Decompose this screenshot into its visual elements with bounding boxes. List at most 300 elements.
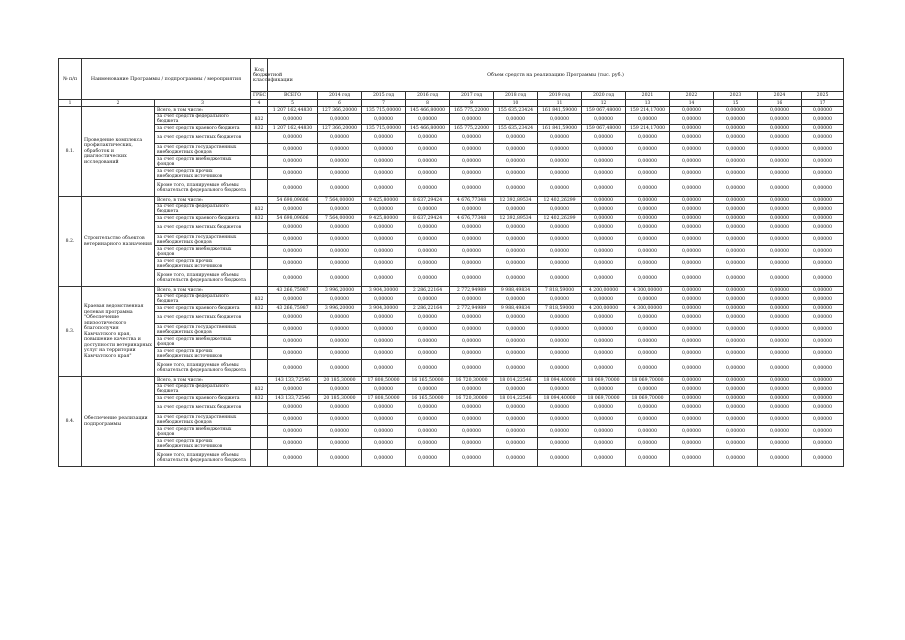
year-value-cell: 0,00000 bbox=[494, 438, 538, 450]
year-value-cell: 0,00000 bbox=[582, 180, 626, 197]
year-value-cell: 0,00000 bbox=[802, 450, 844, 467]
total-value-cell: 0,00000 bbox=[268, 156, 318, 168]
year-value-cell: 165 775,22000 bbox=[450, 125, 494, 132]
year-value-cell: 18 069,70000 bbox=[626, 395, 670, 402]
year-value-cell: 0,00000 bbox=[538, 348, 582, 360]
year-value-cell: 0,00000 bbox=[538, 204, 582, 215]
table-row bbox=[59, 156, 844, 168]
grbs-code: 832 bbox=[251, 384, 268, 395]
grbs-code bbox=[251, 402, 268, 414]
column-number: 15 bbox=[714, 100, 758, 107]
year-value-cell: 0,00000 bbox=[318, 294, 362, 305]
column-number: 6 bbox=[318, 100, 362, 107]
year-value-cell: 18 069,70000 bbox=[582, 395, 626, 402]
year-value-cell: 0,00000 bbox=[714, 294, 758, 305]
year-value-cell: 0,00000 bbox=[802, 180, 844, 197]
year-value-cell: 17 808,50000 bbox=[362, 395, 406, 402]
year-value-cell: 0,00000 bbox=[758, 438, 802, 450]
funding-source-label: за счет средств государственных внебюджетных фондов bbox=[155, 144, 251, 156]
year-value-cell: 0,00000 bbox=[626, 234, 670, 246]
year-value-cell: 0,00000 bbox=[626, 246, 670, 258]
grbs-code: 832 bbox=[251, 305, 268, 312]
year-value-cell: 0,00000 bbox=[802, 384, 844, 395]
year-value-cell: 0,00000 bbox=[582, 360, 626, 377]
header-year: 2017 год bbox=[450, 92, 494, 100]
year-value-cell: 0,00000 bbox=[626, 156, 670, 168]
year-value-cell: 0,00000 bbox=[714, 305, 758, 312]
funding-source-label: за счет средств краевого бюджета bbox=[155, 215, 251, 222]
year-value-cell: 0,00000 bbox=[758, 348, 802, 360]
year-value-cell: 0,00000 bbox=[494, 384, 538, 395]
grbs-code bbox=[251, 270, 268, 287]
year-value-cell: 0,00000 bbox=[494, 168, 538, 180]
year-value-cell: 0,00000 bbox=[494, 450, 538, 467]
year-value-cell: 0,00000 bbox=[626, 324, 670, 336]
table-row bbox=[59, 125, 844, 132]
year-value-cell: 0,00000 bbox=[802, 324, 844, 336]
year-value-cell: 2 772,94989 bbox=[450, 287, 494, 294]
year-value-cell: 0,00000 bbox=[714, 132, 758, 144]
column-number: 1 bbox=[59, 100, 82, 107]
section-number: 8.3. bbox=[59, 287, 82, 377]
funding-source-label: за счет средств местных бюджетов bbox=[155, 222, 251, 234]
year-value-cell: 0,00000 bbox=[670, 384, 714, 395]
header-total: ВСЕГО bbox=[268, 92, 318, 100]
grbs-code bbox=[251, 450, 268, 467]
year-value-cell: 0,00000 bbox=[714, 156, 758, 168]
year-value-cell: 0,00000 bbox=[670, 414, 714, 426]
header-year: 2025 bbox=[802, 92, 844, 100]
year-value-cell: 20 185,30000 bbox=[318, 395, 362, 402]
funding-source-label: за счет средств федерального бюджета bbox=[155, 204, 251, 215]
year-value-cell: 0,00000 bbox=[582, 114, 626, 125]
header-year: 2020 год bbox=[582, 92, 626, 100]
year-value-cell: 0,00000 bbox=[714, 426, 758, 438]
year-value-cell: 0,00000 bbox=[318, 402, 362, 414]
year-value-cell: 0,00000 bbox=[494, 270, 538, 287]
year-value-cell: 0,00000 bbox=[538, 144, 582, 156]
table-row bbox=[59, 348, 844, 360]
year-value-cell: 17 808,50000 bbox=[362, 377, 406, 384]
year-value-cell: 0,00000 bbox=[670, 270, 714, 287]
year-value-cell: 0,00000 bbox=[494, 204, 538, 215]
year-value-cell: 0,00000 bbox=[406, 426, 450, 438]
year-value-cell: 0,00000 bbox=[362, 246, 406, 258]
year-value-cell: 0,00000 bbox=[626, 426, 670, 438]
year-value-cell: 0,00000 bbox=[670, 438, 714, 450]
grbs-code bbox=[251, 414, 268, 426]
year-value-cell: 0,00000 bbox=[318, 114, 362, 125]
funding-source-label: Всего, в том числе: bbox=[155, 197, 251, 204]
grbs-code: 832 bbox=[251, 114, 268, 125]
total-value-cell: 0,00000 bbox=[268, 246, 318, 258]
year-value-cell: 155 635,23424 bbox=[494, 125, 538, 132]
year-value-cell: 0,00000 bbox=[318, 360, 362, 377]
year-value-cell: 0,00000 bbox=[362, 180, 406, 197]
year-value-cell: 0,00000 bbox=[450, 348, 494, 360]
total-value-cell: 0,00000 bbox=[268, 414, 318, 426]
year-value-cell: 0,00000 bbox=[802, 156, 844, 168]
year-value-cell: 0,00000 bbox=[758, 402, 802, 414]
year-value-cell: 0,00000 bbox=[714, 204, 758, 215]
year-value-cell: 9 425,80000 bbox=[362, 215, 406, 222]
year-value-cell: 0,00000 bbox=[758, 336, 802, 348]
year-value-cell: 0,00000 bbox=[758, 384, 802, 395]
year-value-cell: 7 564,00000 bbox=[318, 215, 362, 222]
section-name: Строительство объектов ветеринарного назначения bbox=[82, 197, 155, 287]
year-value-cell: 0,00000 bbox=[670, 348, 714, 360]
year-value-cell: 0,00000 bbox=[318, 438, 362, 450]
year-value-cell: 0,00000 bbox=[494, 234, 538, 246]
year-value-cell: 0,00000 bbox=[362, 132, 406, 144]
year-value-cell: 0,00000 bbox=[758, 215, 802, 222]
year-value-cell: 0,00000 bbox=[582, 294, 626, 305]
year-value-cell: 0,00000 bbox=[362, 384, 406, 395]
year-value-cell: 0,00000 bbox=[494, 426, 538, 438]
year-value-cell: 0,00000 bbox=[406, 312, 450, 324]
header-year: 2024 bbox=[758, 92, 802, 100]
year-value-cell: 0,00000 bbox=[670, 294, 714, 305]
header-year: 2014 год bbox=[318, 92, 362, 100]
year-value-cell: 0,00000 bbox=[626, 414, 670, 426]
funding-source-label: за счет средств внебюджетных фондов bbox=[155, 246, 251, 258]
year-value-cell: 0,00000 bbox=[450, 246, 494, 258]
grbs-code: 832 bbox=[251, 215, 268, 222]
year-value-cell: 0,00000 bbox=[758, 168, 802, 180]
year-value-cell: 0,00000 bbox=[406, 114, 450, 125]
year-value-cell: 0,00000 bbox=[362, 222, 406, 234]
funding-source-label: за счет средств государственных внебюджетных фондов bbox=[155, 324, 251, 336]
year-value-cell: 0,00000 bbox=[802, 114, 844, 125]
year-value-cell: 0,00000 bbox=[626, 168, 670, 180]
year-value-cell: 0,00000 bbox=[582, 246, 626, 258]
year-value-cell: 0,00000 bbox=[362, 426, 406, 438]
year-value-cell: 0,00000 bbox=[494, 414, 538, 426]
year-value-cell: 0,00000 bbox=[714, 144, 758, 156]
table-row bbox=[59, 258, 844, 270]
year-value-cell: 2 772,94989 bbox=[450, 305, 494, 312]
year-value-cell: 0,00000 bbox=[714, 168, 758, 180]
year-value-cell: 0,00000 bbox=[318, 246, 362, 258]
year-value-cell: 0,00000 bbox=[758, 377, 802, 384]
year-value-cell: 0,00000 bbox=[494, 258, 538, 270]
funding-source-label: за счет средств внебюджетных фондов bbox=[155, 426, 251, 438]
year-value-cell: 0,00000 bbox=[538, 246, 582, 258]
year-value-cell: 0,00000 bbox=[802, 305, 844, 312]
year-value-cell: 0,00000 bbox=[538, 168, 582, 180]
total-value-cell: 43 266,75987 bbox=[268, 287, 318, 294]
year-value-cell: 0,00000 bbox=[406, 222, 450, 234]
year-value-cell: 0,00000 bbox=[714, 377, 758, 384]
year-value-cell: 0,00000 bbox=[494, 180, 538, 197]
year-value-cell: 0,00000 bbox=[450, 144, 494, 156]
year-value-cell: 0,00000 bbox=[538, 312, 582, 324]
year-value-cell: 0,00000 bbox=[670, 377, 714, 384]
year-value-cell: 0,00000 bbox=[714, 312, 758, 324]
column-number: 10 bbox=[494, 100, 538, 107]
column-number: 12 bbox=[582, 100, 626, 107]
year-value-cell: 0,00000 bbox=[362, 438, 406, 450]
year-value-cell: 0,00000 bbox=[362, 258, 406, 270]
table-row bbox=[59, 395, 844, 402]
grbs-code: 832 bbox=[251, 395, 268, 402]
total-value-cell: 0,00000 bbox=[268, 312, 318, 324]
year-value-cell: 0,00000 bbox=[538, 294, 582, 305]
budget-table bbox=[58, 58, 844, 467]
total-value-cell: 0,00000 bbox=[268, 114, 318, 125]
year-value-cell: 0,00000 bbox=[626, 197, 670, 204]
year-value-cell: 0,00000 bbox=[670, 305, 714, 312]
year-value-cell: 0,00000 bbox=[362, 234, 406, 246]
year-value-cell: 0,00000 bbox=[406, 438, 450, 450]
header-year: 2015 год bbox=[362, 92, 406, 100]
funding-source-label: Всего, в том числе: bbox=[155, 107, 251, 114]
year-value-cell: 0,00000 bbox=[450, 426, 494, 438]
year-value-cell: 0,00000 bbox=[714, 395, 758, 402]
year-value-cell: 0,00000 bbox=[450, 402, 494, 414]
column-number: 13 bbox=[626, 100, 670, 107]
year-value-cell: 0,00000 bbox=[802, 204, 844, 215]
year-value-cell: 0,00000 bbox=[758, 395, 802, 402]
year-value-cell: 0,00000 bbox=[802, 312, 844, 324]
year-value-cell: 0,00000 bbox=[670, 156, 714, 168]
table-row bbox=[59, 197, 844, 204]
year-value-cell: 16 720,30000 bbox=[450, 377, 494, 384]
year-value-cell: 0,00000 bbox=[626, 360, 670, 377]
table-row bbox=[59, 215, 844, 222]
year-value-cell: 0,00000 bbox=[670, 324, 714, 336]
year-value-cell: 0,00000 bbox=[494, 246, 538, 258]
table-row bbox=[59, 144, 844, 156]
table-row bbox=[59, 107, 844, 114]
year-value-cell: 0,00000 bbox=[758, 360, 802, 377]
year-value-cell: 0,00000 bbox=[494, 114, 538, 125]
year-value-cell: 3 996,20000 bbox=[318, 305, 362, 312]
year-value-cell: 0,00000 bbox=[406, 258, 450, 270]
funding-source-label: за счет средств внебюджетных фондов bbox=[155, 156, 251, 168]
column-number: 17 bbox=[802, 100, 844, 107]
year-value-cell: 0,00000 bbox=[406, 402, 450, 414]
column-number: 11 bbox=[538, 100, 582, 107]
year-value-cell: 18 069,70000 bbox=[626, 377, 670, 384]
year-value-cell: 0,00000 bbox=[670, 312, 714, 324]
year-value-cell: 0,00000 bbox=[670, 222, 714, 234]
year-value-cell: 135 715,00000 bbox=[362, 125, 406, 132]
funding-source-label: за счет средств краевого бюджета bbox=[155, 305, 251, 312]
year-value-cell: 0,00000 bbox=[714, 222, 758, 234]
funding-source-label: за счет средств краевого бюджета bbox=[155, 395, 251, 402]
year-value-cell: 0,00000 bbox=[494, 294, 538, 305]
grbs-code bbox=[251, 287, 268, 294]
year-value-cell: 0,00000 bbox=[318, 144, 362, 156]
year-value-cell: 0,00000 bbox=[670, 287, 714, 294]
year-value-cell: 0,00000 bbox=[670, 234, 714, 246]
total-value-cell: 0,00000 bbox=[268, 336, 318, 348]
year-value-cell: 0,00000 bbox=[582, 336, 626, 348]
year-value-cell: 18 014,22546 bbox=[494, 395, 538, 402]
year-value-cell: 0,00000 bbox=[714, 384, 758, 395]
total-value-cell: 0,00000 bbox=[268, 384, 318, 395]
year-value-cell: 0,00000 bbox=[450, 222, 494, 234]
table-row bbox=[59, 114, 844, 125]
funding-source-label: Кроме того, планируемые объемы обязательств федерального бюджета bbox=[155, 450, 251, 467]
total-value-cell: 0,00000 bbox=[268, 294, 318, 305]
year-value-cell: 0,00000 bbox=[714, 450, 758, 467]
year-value-cell: 0,00000 bbox=[758, 312, 802, 324]
table-row bbox=[59, 305, 844, 312]
year-value-cell: 0,00000 bbox=[450, 270, 494, 287]
table-body bbox=[59, 107, 844, 467]
total-value-cell: 0,00000 bbox=[268, 348, 318, 360]
year-value-cell: 0,00000 bbox=[802, 402, 844, 414]
year-value-cell: 0,00000 bbox=[318, 426, 362, 438]
year-value-cell: 0,00000 bbox=[802, 168, 844, 180]
year-value-cell: 0,00000 bbox=[582, 258, 626, 270]
total-value-cell: 0,00000 bbox=[268, 450, 318, 467]
table-row bbox=[59, 312, 844, 324]
year-value-cell: 0,00000 bbox=[582, 402, 626, 414]
year-value-cell: 0,00000 bbox=[714, 324, 758, 336]
year-value-cell: 0,00000 bbox=[714, 258, 758, 270]
year-value-cell: 0,00000 bbox=[582, 348, 626, 360]
section-number: 8.1. bbox=[59, 107, 82, 197]
header-year: 2018 год bbox=[494, 92, 538, 100]
section-number: 8.4. bbox=[59, 377, 82, 467]
year-value-cell: 7 564,00000 bbox=[318, 197, 362, 204]
year-value-cell: 0,00000 bbox=[362, 294, 406, 305]
year-value-cell: 0,00000 bbox=[450, 360, 494, 377]
year-value-cell: 0,00000 bbox=[538, 450, 582, 467]
year-value-cell: 12 402,26299 bbox=[538, 197, 582, 204]
year-value-cell: 0,00000 bbox=[494, 402, 538, 414]
year-value-cell: 0,00000 bbox=[714, 270, 758, 287]
year-value-cell: 0,00000 bbox=[714, 360, 758, 377]
year-value-cell: 16 720,30000 bbox=[450, 395, 494, 402]
year-value-cell: 0,00000 bbox=[450, 324, 494, 336]
year-value-cell: 0,00000 bbox=[538, 132, 582, 144]
year-value-cell: 18 014,22546 bbox=[494, 377, 538, 384]
year-value-cell: 0,00000 bbox=[450, 450, 494, 467]
year-value-cell: 0,00000 bbox=[450, 414, 494, 426]
year-value-cell: 0,00000 bbox=[802, 294, 844, 305]
total-value-cell: 0,00000 bbox=[268, 438, 318, 450]
year-value-cell: 0,00000 bbox=[626, 222, 670, 234]
total-value-cell: 0,00000 bbox=[268, 270, 318, 287]
year-value-cell: 0,00000 bbox=[802, 336, 844, 348]
funding-source-label: Кроме того, планируемые объемы обязательств федерального бюджета bbox=[155, 270, 251, 287]
total-value-cell: 1 207 162,44830 bbox=[268, 107, 318, 114]
table-row bbox=[59, 360, 844, 377]
year-value-cell: 0,00000 bbox=[538, 180, 582, 197]
year-value-cell: 0,00000 bbox=[538, 384, 582, 395]
year-value-cell: 0,00000 bbox=[714, 215, 758, 222]
year-value-cell: 0,00000 bbox=[626, 438, 670, 450]
section-name: Обеспечение реализации подпрограммы bbox=[82, 377, 155, 467]
year-value-cell: 0,00000 bbox=[802, 258, 844, 270]
year-value-cell: 0,00000 bbox=[670, 395, 714, 402]
section-number: 8.2. bbox=[59, 197, 82, 287]
year-value-cell: 0,00000 bbox=[714, 197, 758, 204]
year-value-cell: 0,00000 bbox=[758, 287, 802, 294]
year-value-cell: 0,00000 bbox=[802, 144, 844, 156]
year-value-cell: 0,00000 bbox=[406, 324, 450, 336]
year-value-cell: 0,00000 bbox=[318, 234, 362, 246]
year-value-cell: 159 067,48000 bbox=[582, 107, 626, 114]
year-value-cell: 0,00000 bbox=[582, 450, 626, 467]
header-year: 2016 год bbox=[406, 92, 450, 100]
year-value-cell: 0,00000 bbox=[538, 156, 582, 168]
total-value-cell: 1 207 162,44830 bbox=[268, 125, 318, 132]
funding-source-label: за счет средств федерального бюджета bbox=[155, 294, 251, 305]
year-value-cell: 0,00000 bbox=[582, 132, 626, 144]
year-value-cell: 0,00000 bbox=[406, 294, 450, 305]
table-row bbox=[59, 377, 844, 384]
year-value-cell: 0,00000 bbox=[626, 312, 670, 324]
year-value-cell: 0,00000 bbox=[714, 107, 758, 114]
year-value-cell: 0,00000 bbox=[406, 168, 450, 180]
year-value-cell: 0,00000 bbox=[582, 234, 626, 246]
year-value-cell: 9 425,80000 bbox=[362, 197, 406, 204]
table-row bbox=[59, 270, 844, 287]
year-value-cell: 0,00000 bbox=[494, 144, 538, 156]
table-row bbox=[59, 204, 844, 215]
year-value-cell: 0,00000 bbox=[758, 234, 802, 246]
year-value-cell: 8 637,29424 bbox=[406, 197, 450, 204]
grbs-code bbox=[251, 168, 268, 180]
year-value-cell: 0,00000 bbox=[538, 258, 582, 270]
year-value-cell: 161 841,59000 bbox=[538, 125, 582, 132]
year-value-cell: 0,00000 bbox=[450, 294, 494, 305]
year-value-cell: 0,00000 bbox=[758, 132, 802, 144]
year-value-cell: 0,00000 bbox=[538, 414, 582, 426]
year-value-cell: 0,00000 bbox=[758, 144, 802, 156]
year-value-cell: 0,00000 bbox=[494, 348, 538, 360]
funding-source-label: Кроме того, планируемые объемы обязательств федерального бюджета bbox=[155, 180, 251, 197]
year-value-cell: 0,00000 bbox=[318, 312, 362, 324]
column-number: 3 bbox=[155, 100, 251, 107]
funding-source-label: Всего, в том числе: bbox=[155, 287, 251, 294]
header-volume: Объем средств на реализацию Программы (тыс. руб.) bbox=[268, 59, 844, 92]
year-value-cell: 0,00000 bbox=[802, 438, 844, 450]
year-value-cell: 0,00000 bbox=[802, 125, 844, 132]
year-value-cell: 0,00000 bbox=[406, 144, 450, 156]
year-value-cell: 0,00000 bbox=[670, 107, 714, 114]
year-value-cell: 0,00000 bbox=[670, 114, 714, 125]
year-value-cell: 0,00000 bbox=[802, 287, 844, 294]
header-name: Наименование Программы / подпрограммы / мероприятия bbox=[82, 59, 251, 100]
total-value-cell: 0,00000 bbox=[268, 168, 318, 180]
grbs-code bbox=[251, 197, 268, 204]
year-value-cell: 0,00000 bbox=[450, 438, 494, 450]
year-value-cell: 0,00000 bbox=[362, 204, 406, 215]
funding-source-label: за счет средств прочих внебюджетных источников bbox=[155, 168, 251, 180]
grbs-code bbox=[251, 426, 268, 438]
year-value-cell: 0,00000 bbox=[670, 168, 714, 180]
year-value-cell: 159 214,17000 bbox=[626, 107, 670, 114]
total-value-cell: 0,00000 bbox=[268, 324, 318, 336]
year-value-cell: 0,00000 bbox=[714, 336, 758, 348]
section-name: Краевая ведомственная целевая программа "Обеспечение эпизоотического благополучия Камчатского края, повышение качества и доступности ветеринарных услуг на территории Камчатского края" bbox=[82, 287, 155, 377]
year-value-cell: 0,00000 bbox=[318, 156, 362, 168]
column-number: 4 bbox=[251, 100, 268, 107]
year-value-cell: 0,00000 bbox=[714, 125, 758, 132]
year-value-cell: 0,00000 bbox=[758, 156, 802, 168]
grbs-code: 832 bbox=[251, 125, 268, 132]
budget-table-sheet bbox=[58, 58, 843, 467]
header-year: 2021 bbox=[626, 92, 670, 100]
year-value-cell: 0,00000 bbox=[758, 324, 802, 336]
year-value-cell: 3 904,30000 bbox=[362, 287, 406, 294]
